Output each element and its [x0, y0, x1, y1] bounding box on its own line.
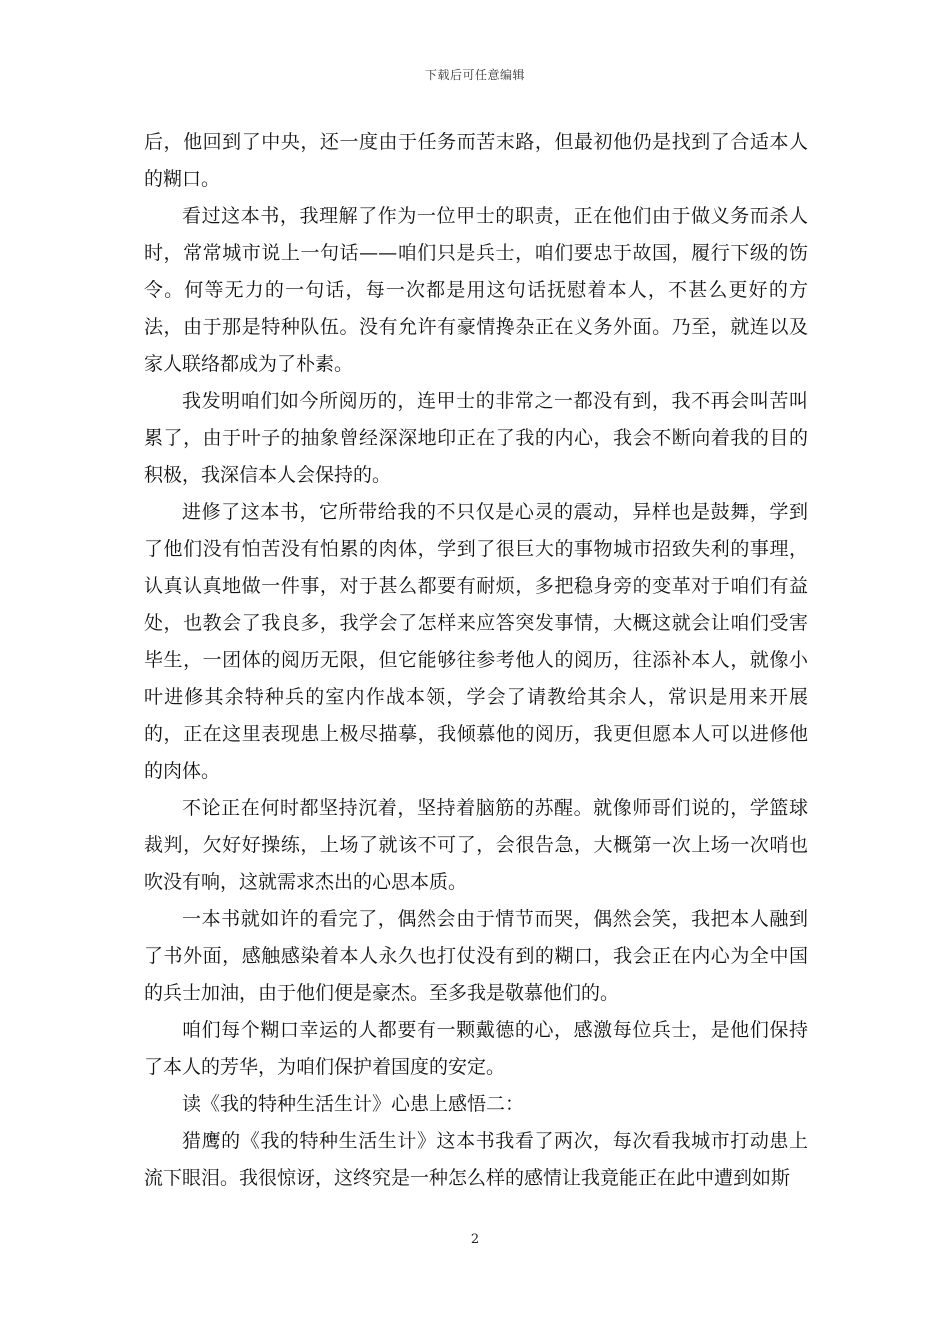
paragraph-2: 看过这本书，我理解了作为一位甲士的职责，正在他们由于做义务而杀人时，常常城市说上一句话——咱们只是兵士，咱们要忠于故国，履行下级的饬令。何等无力的一句话，每一次都是用这句话抚慰着本人，不甚么更好的方法，由于那是特种队伍。没有允许有豪情搀杂正在义务外面。乃至，就连以及家人联络都成为了朴素。 — [144, 205, 808, 375]
document-body — [144, 124, 808, 1197]
paragraph-3: 我发明咱们如今所阅历的，连甲士的非常之一都没有到，我不再会叫苦叫累了，由于叶子的抽象曾经深深地印正在了我的内心，我会不断向着我的目的积极，我深信本人会保持的。 — [144, 390, 808, 486]
paragraph-1: 后，他回到了中央，还一度由于任务而苦末路，但最初他仍是找到了合适本人的糊口。 — [144, 131, 808, 190]
page-header: 下载后可任意编辑 — [424, 68, 525, 82]
paragraph-5: 不论正在何时都坚持沉着，坚持着脑筋的苏醒。就像师哥们说的，学篮球裁判，欠好好操练，上场了就该不可了，会很告急，大概第一次上场一次哨也吹没有响，这就需求杰出的心思本质。 — [144, 797, 808, 893]
section-heading: 读《我的特种生活生计》心患上感悟二： — [182, 1093, 525, 1115]
paragraph-8: 猎鹰的《我的特种生活生计》这本书我看了两次，每次看我城市打动患上流下眼泪。我很惊讶，这终究是一种怎么样的感情让我竟能正在此中遭到如斯 — [144, 1130, 808, 1189]
paragraph-4: 进修了这本书，它所带给我的不只仅是心灵的震动，异样也是鼓舞，学到了他们没有怕苦没有怕累的肉体，学到了很巨大的事物城市招致失利的事理，认真认真地做一件事，对于甚么都要有耐烦，多把稳身旁的变革对于咱们有益处，也教会了我良多，我学会了怎样来应答突发事情，大概这就会让咱们受害毕生，一团体的阅历无限，但它能够往参考他人的阅历，往添补本人，就像小叶进修其余特种兵的室内作战本领，学会了请教给其余人，常识是用来开展的，正在这里表现患上极尽描摹，我倾慕他的阅历，我更但愿本人可以进修他的肉体。 — [144, 501, 808, 782]
page-number: 2 — [470, 1232, 480, 1247]
paragraph-7: 咱们每个糊口幸运的人都要有一颗戴德的心，感激每位兵士，是他们保持了本人的芳华，为咱们保护着国度的安定。 — [144, 1019, 808, 1078]
paragraph-6: 一本书就如许的看完了，偶然会由于情节而哭，偶然会笑，我把本人融到了书外面，感触感染着本人永久也打仗没有到的糊口，我会正在内心为全中国的兵士加油，由于他们便是豪杰。至多我是敬慕他们的。 — [144, 908, 808, 1004]
